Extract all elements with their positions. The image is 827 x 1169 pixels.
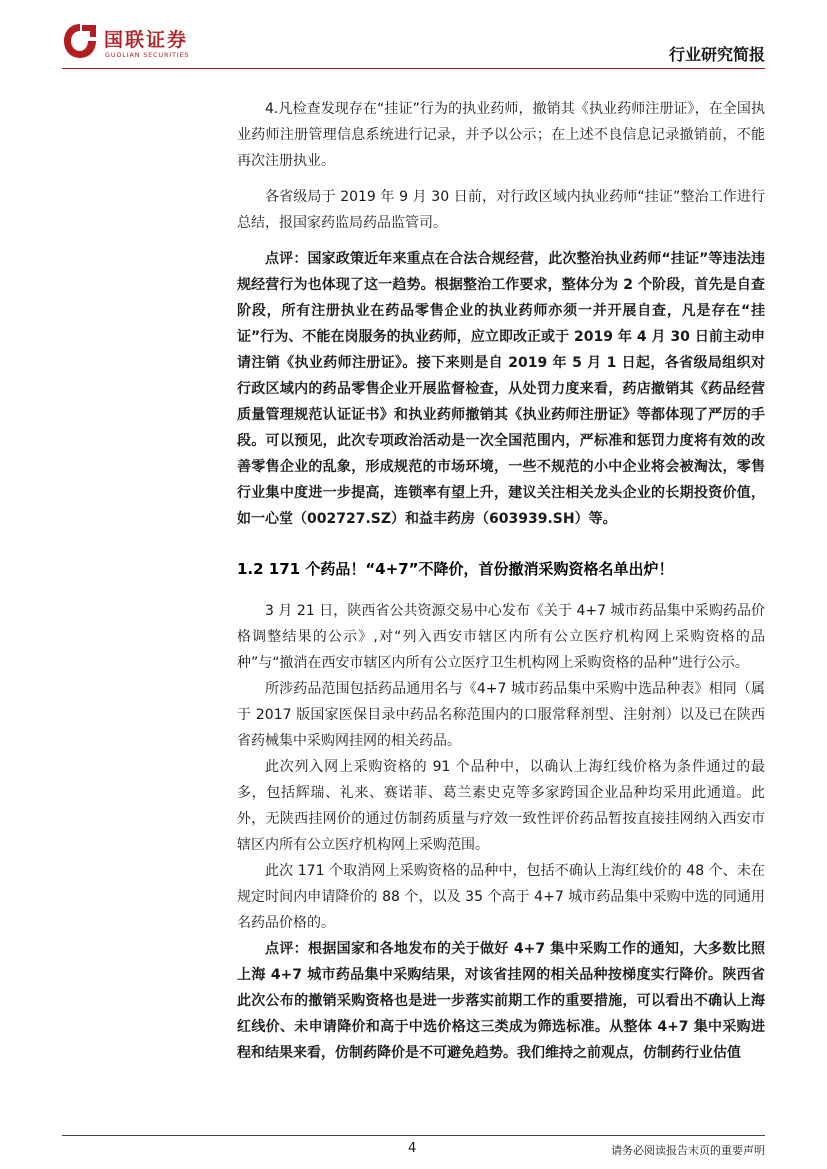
guolian-logo-icon	[62, 22, 98, 60]
page-number: 4	[408, 1141, 417, 1156]
logo-chinese-name: 国联证券	[104, 29, 189, 51]
logo-english-name: GUOLIAN SECURITIES	[105, 51, 190, 59]
section-heading: 1.2 171 个药品！“4+7”不降价，首份撤消采购资格名单出炉！	[237, 560, 674, 578]
paragraph-rule-4: 4.凡检查发现存在“挂证”行为的执业药师，撤销其《执业药师注册证》，在全国执业药师注册管理信息系统进行记录，并予以公示；在上述不良信息记录撤销前，不能再次注册执业。	[237, 101, 765, 169]
disclaimer-note: 请务必阅读报告末页的重要声明	[611, 1144, 765, 1157]
comment-paragraph-2: 点评：根据国家和各地发布的关于做好 4+7 集中采购工作的通知，大多数比照上海 4+7 城市药品集中采购结果，对该省挂网的相关品种按梯度实行降价。陕西省此次公布的撤销采购资格也是进一步落实前期工作的重要措施，可以看出不确认上海红线价、未申请降价和高于中选价格这三类成为筛选标准。从整体 4+7 集中采购进程和结果来看，仿制药降价是不可避免趋势。我们维持之前观点，仿制药行业估值	[237, 941, 765, 1061]
footer-divider	[62, 1135, 765, 1136]
paragraph-scope: 所涉药品范围包括药品通用名与《4+7 城市药品集中采购中选品种表》相同（属于 2017 版国家医保目录中药品名称范围内的口服常释剂型、注射剂）以及已在陕西省药械集中采购网挂网的相关药品。	[237, 681, 765, 749]
paragraph-deadline: 各省级局于 2019 年 9 月 30 日前，对行政区域内执业药师“挂证”整治工作进行总结，报国家药监局药品监管司。	[237, 189, 765, 231]
header-divider	[62, 68, 765, 69]
paragraph-cancelled-list: 此次 171 个取消网上采购资格的品种中，包括不确认上海红线价的 48 个、未在规定时间内申请降价的 88 个，以及 35 个高于 4+7 城市药品集中采购中选的同通用名药品价格的。	[237, 863, 765, 931]
comment-paragraph-1: 点评：国家政策近年来重点在合法合规经营，此次整治执业药师“挂证”等违法违规经营行为也体现了这一趋势。根据整治工作要求，整体分为 2 个阶段，首先是自查阶段，所有注册执业在药品零售企业的执业药师亦须一并开展自查，凡是存在“挂证”行为、不能在岗服务的执业药师，应立即改正或于 2019 年 4 月 30 日前主动申请注销《执业药师注册证》。接下来则是自 2019 年 5 月 1 日起，各省级局组织对行政区域内的药品零售企业开展监督检查，从处罚力度来看，药店撤销其《药品经营质量管理规范认证证书》和执业药师撤销其《执业药师注册证》等都体现了严厉的手段。可以预见，此次专项政治活动是一次全国范围内，严标准和惩罚力度将有效的改善零售企业的乱象，形成规范的市场环境，一些不规范的小中企业将会被淘汰，零售行业集中度进一步提高，连锁率有望上升，建议关注相关龙头企业的长期投资价值，如一心堂（002727.SZ）和益丰药房（603939.SH）等。	[237, 251, 765, 527]
paragraph-announcement: 3 月 21 日，陕西省公共资源交易中心发布《关于 4+7 城市药品集中采购药品价格调整结果的公示》,对“列入西安市辖区内所有公立医疗机构网上采购资格的品种”与“撤消在西安市辖区内所有公立医疗卫生机构网上采购资格的品种”进行公示。	[237, 603, 765, 671]
page-header	[0, 0, 827, 75]
document-body	[237, 96, 765, 1066]
report-type-label: 行业研究简报	[668, 45, 765, 64]
paragraph-approved-list: 此次列入网上采购资格的 91 个品种中，以确认上海红线价格为条件通过的最多，包括辉瑞、礼来、赛诺菲、葛兰素史克等多家跨国企业品种均采用此通道。此外，无陕西挂网价的通过仿制药质量与疗效一致性评价药品暂按直接挂网纳入西安市辖区内所有公立医疗机构网上采购范围。	[237, 759, 765, 853]
